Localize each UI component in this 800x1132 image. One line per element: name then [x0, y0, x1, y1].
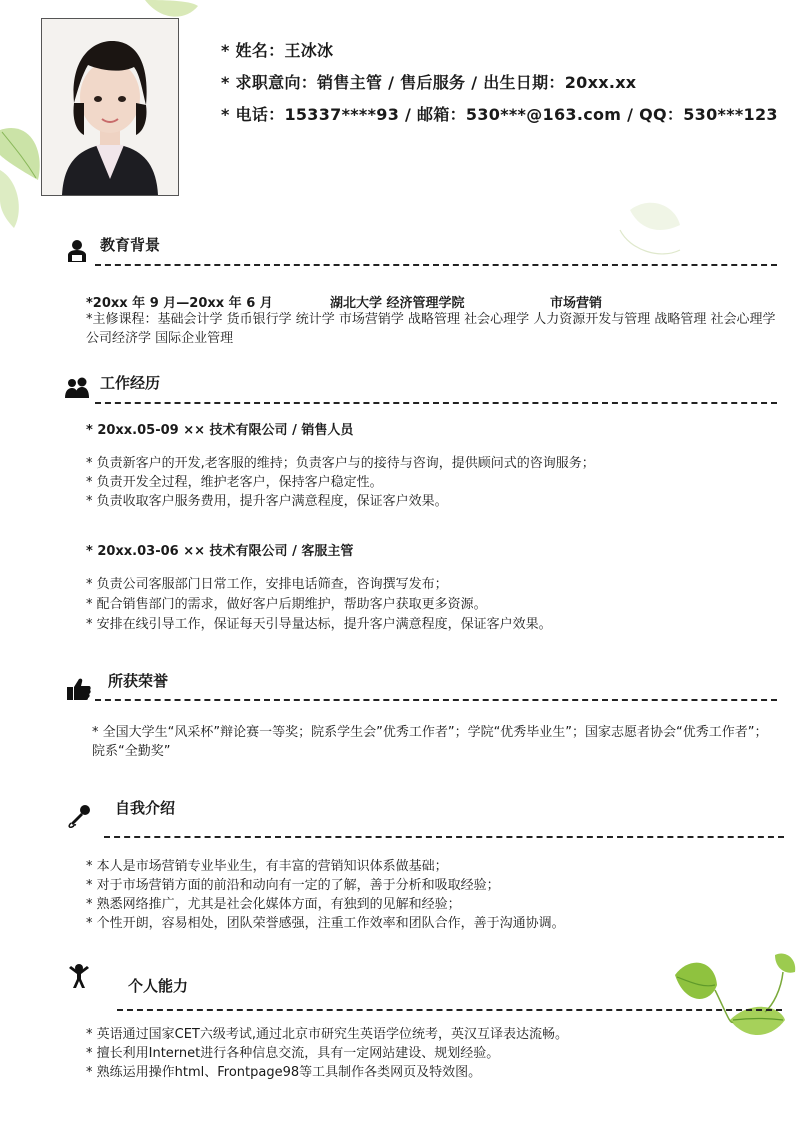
section-divider	[95, 402, 777, 404]
name-line: * 姓名：王冰冰	[221, 41, 334, 60]
intro-item: * 熟悉网络推广，尤其是社会化媒体方面，有独到的见解和经验；	[86, 897, 461, 912]
job-duty: * 安排在线引导工作，保证每天引导量达标，提升客户满意程度，保证客户效果。	[86, 617, 552, 632]
intro-item: * 本人是市场营销专业毕业生，有丰富的营销知识体系做基础；	[86, 859, 448, 874]
microphone-icon	[66, 803, 92, 829]
intro-item: * 对于市场营销方面的前沿和动向有一定的了解，善于分析和吸取经验；	[86, 878, 500, 893]
job-duty: * 配合销售部门的需求，做好客户后期维护，帮助客户获取更多资源。	[86, 597, 487, 612]
job-heading: * 20xx.03-06 ×× 技术有限公司 / 客服主管	[86, 544, 354, 559]
skill-item: * 英语通过国家CET六级考试,通过北京市研究生英语学位统考，英汉互译表达流畅。	[86, 1027, 568, 1042]
education-school: 湖北大学 经济管理学院	[330, 296, 465, 311]
section-divider	[95, 699, 777, 701]
job-intention-line: * 求职意向：销售主管 / 售后服务 / 出生日期：20xx.xx	[221, 73, 637, 92]
avatar-illustration	[42, 19, 178, 195]
work-title: 工作经历	[100, 374, 161, 392]
person-arms-up-icon	[66, 963, 92, 989]
profile-photo	[41, 18, 179, 196]
education-major: 市场营销	[550, 296, 603, 311]
thumbs-up-icon	[66, 676, 92, 702]
section-divider	[117, 1009, 782, 1011]
skill-item: * 熟练运用操作html、Frontpage98等工具制作各类网页及特效图。	[86, 1065, 482, 1080]
section-divider	[104, 836, 784, 838]
intro-title: 自我介绍	[115, 799, 176, 817]
job-duty: * 负责开发全过程，维护老客户，保持客户稳定性。	[86, 475, 383, 490]
honors-text: * 全国大学生“风采杯”辩论赛一等奖；院系学生会”优秀工作者”；学院“优秀毕业生”；国家志愿者协会“优秀工作者”； 院系“全勤奖”	[92, 725, 768, 759]
person-card-icon	[64, 238, 90, 264]
skills-title: 个人能力	[128, 977, 189, 995]
intro-item: * 个性开朗，容易相处，团队荣誉感强，注重工作效率和团队合作，善于沟通协调。	[86, 916, 565, 931]
job-duty: * 负责收取客户服务费用，提升客户满意程度，保证客户效果。	[86, 494, 448, 509]
education-courses: *主修课程：基础会计学 货币银行学 统计学 市场营销学 战略管理 社会心理学 人力资源开发与管理 战略管理 社会心理学 公司经济学 国际企业管理	[86, 312, 776, 346]
honors-title: 所获荣誉	[108, 672, 169, 690]
job-duty: * 负责新客户的开发,老客服的维持；负责客户与的接待与咨询，提供顾问式的咨询服务；	[86, 456, 595, 471]
contact-line: * 电话：15337****93 / 邮箱：530***@163.com / QQ：530***123	[221, 105, 778, 124]
job-heading: * 20xx.05-09 ×× 技术有限公司 / 销售人员	[86, 423, 354, 438]
leaf-decoration-right-faint	[560, 190, 690, 280]
job-duty: * 负责公司客服部门日常工作，安排电话筛查，咨询撰写发布；	[86, 577, 448, 592]
education-period: *20xx 年 9 月—20xx 年 6 月	[86, 296, 273, 311]
education-title: 教育背景	[100, 236, 161, 254]
skill-item: * 擅长利用Internet进行各种信息交流，具有一定网站建设、规划经验。	[86, 1046, 500, 1061]
people-icon	[64, 374, 90, 400]
section-divider	[95, 264, 777, 266]
